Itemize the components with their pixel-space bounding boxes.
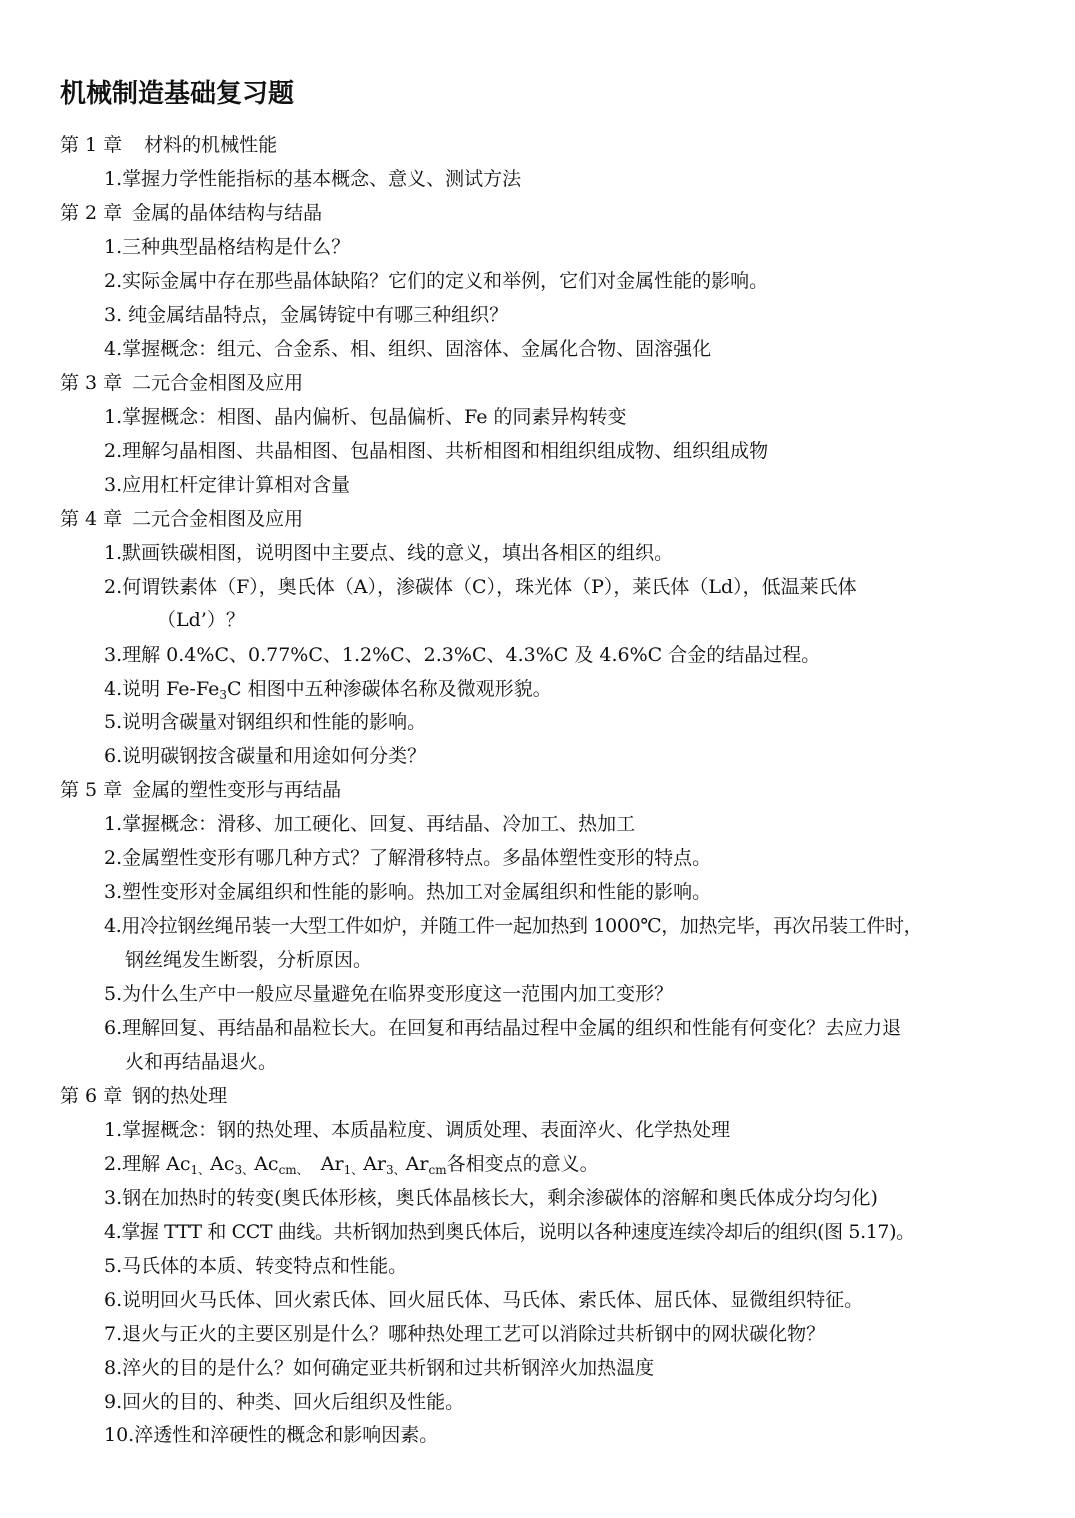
text-fragment: 各相变点的意义。 [446,1153,599,1175]
chapter-number: 第 4 章 [60,508,123,530]
chapter-title: 钢的热处理 [132,1085,228,1107]
chapter-title: 金属的塑性变形与再结晶 [132,779,342,801]
subscript: 1、 [343,1163,364,1177]
list-item-continuation: 火和再结晶退火。 [125,1051,278,1073]
chapter-title: 二元合金相图及应用 [132,508,304,530]
list-item: 4.掌握概念：组元、合金系、相、组织、固溶体、金属化合物、固溶强化 [104,338,712,360]
chapter-number: 第 5 章 [60,779,123,801]
list-item: 3.理解 0.4%C、0.77%C、1.2%C、2.3%C、4.3%C 及 4.6%C 合金的结晶过程。 [104,644,821,666]
subscript: 1、 [190,1163,211,1177]
text-fragment: Ar [405,1153,429,1175]
text-fragment: C 相图中五种渗碳体名称及微观形貌。 [227,678,552,700]
list-item: 1.掌握概念：滑移、加工硬化、回复、再结晶、冷加工、热加工 [104,813,636,835]
list-item: 2.何谓铁素体（F），奥氏体（A），渗碳体（C），珠光体（P），莱氏体（Ld），低温莱氏体 [104,576,857,598]
list-item: 3.塑性变形对金属组织和性能的影响。热加工对金属组织和性能的影响。 [104,881,712,903]
chapter-number: 第 6 章 [60,1085,123,1107]
chapter-5-heading [60,777,341,803]
list-item: 1.三种典型晶格结构是什么？ [104,236,351,258]
list-item: 2.理解匀晶相图、共晶相图、包晶相图、共析相图和相组织组成物、组织组成物 [104,440,769,462]
list-item: 2.实际金属中存在那些晶体缺陷？它们的定义和举例，它们对金属性能的影响。 [104,270,769,292]
chapter-number: 第 2 章 [60,202,123,224]
list-item: 4.用冷拉钢丝绳吊装一大型工件如炉，并随工件一起加热到 1000℃，加热完毕，再次吊装工件时， [104,915,923,937]
list-item: 5.为什么生产中一般应尽量避免在临界变形度这一范围内加工变形？ [104,983,674,1005]
chapter-title: 二元合金相图及应用 [132,372,304,394]
list-item: 7.退火与正火的主要区别是什么？哪种热处理工艺可以消除过共析钢中的网状碳化物？ [104,1323,826,1345]
subscript: cm [428,1163,447,1177]
list-item: 6.说明回火马氏体、回火索氏体、回火屈氏体、马氏体、索氏体、屈氏体、显微组织特征。 [104,1289,864,1311]
list-item: 4.掌握 TTT 和 CCT 曲线。共析钢加热到奥氏体后，说明以各种速度连续冷却后的组织(图 5.17)。 [104,1221,915,1243]
text-fragment: 2.理解 Ac [104,1153,191,1175]
chapter-2-heading [60,200,322,226]
list-item: 5.马氏体的本质、转变特点和性能。 [104,1255,408,1277]
list-item: 2.金属塑性变形有哪几种方式？了解滑移特点。多晶体塑性变形的特点。 [104,847,712,869]
list-item: 3.应用杠杆定律计算相对含量 [104,474,351,496]
chapter-number: 第 3 章 [60,372,123,394]
list-item: 6.理解回复、再结晶和晶粒长大。在回复和再结晶过程中金属的组织和性能有何变化？去应力退 [104,1017,902,1039]
text-fragment: Ac [254,1153,279,1175]
chapter-3-heading [60,370,303,396]
list-item: 8.淬火的目的是什么？如何确定亚共析钢和过共析钢淬火加热温度 [104,1357,655,1379]
text-fragment: Ar [363,1153,387,1175]
chapter-title: 材料的机械性能 [144,134,278,156]
chapter-1-heading [60,132,277,158]
subscript: 3、 [234,1163,255,1177]
subscript: cm、 [278,1163,309,1177]
list-item: 6.说明碳钢按含碳量和用途如何分类？ [104,745,427,767]
chapter-number: 第 1 章 [60,134,123,156]
list-item: 1.掌握概念：钢的热处理、本质晶粒度、调质处理、表面淬火、化学热处理 [104,1119,731,1141]
chapter-4-heading [60,506,303,532]
list-item [104,676,552,702]
list-item: 5.说明含碳量对钢组织和性能的影响。 [104,711,427,733]
list-item: 1.掌握力学性能指标的基本概念、意义、测试方法 [104,168,522,190]
list-item: 3.钢在加热时的转变(奥氏体形核，奥氏体晶核长大，剩余渗碳体的溶解和奥氏体成分均匀化) [104,1187,878,1209]
list-item-continuation: 钢丝绳发生断裂，分析原因。 [125,949,373,971]
text-fragment: Ar [308,1153,344,1175]
list-item: 3. 纯金属结晶特点，金属铸锭中有哪三种组织？ [104,304,509,326]
list-item [104,1151,599,1177]
list-item-continuation: （Ld’）？ [157,609,245,631]
document-title: 机械制造基础复习题 [60,79,295,109]
list-item: 1.掌握概念：相图、晶内偏析、包晶偏析、Fe 的同素异构转变 [104,406,627,428]
subscript: 3、 [386,1163,406,1177]
list-item: 1.默画铁碳相图，说明图中主要点、线的意义，填出各相区的组织。 [104,542,674,564]
chapter-title: 金属的晶体结构与结晶 [132,202,323,224]
list-item: 9.回火的目的、种类、回火后组织及性能。 [104,1391,465,1413]
list-item: 10.淬透性和淬硬性的概念和影响因素。 [104,1424,439,1446]
chapter-6-heading [60,1083,227,1109]
subscript: 3 [219,688,228,702]
text-fragment: Ac [210,1153,235,1175]
text-fragment: 4.说明 Fe-Fe [104,678,220,700]
